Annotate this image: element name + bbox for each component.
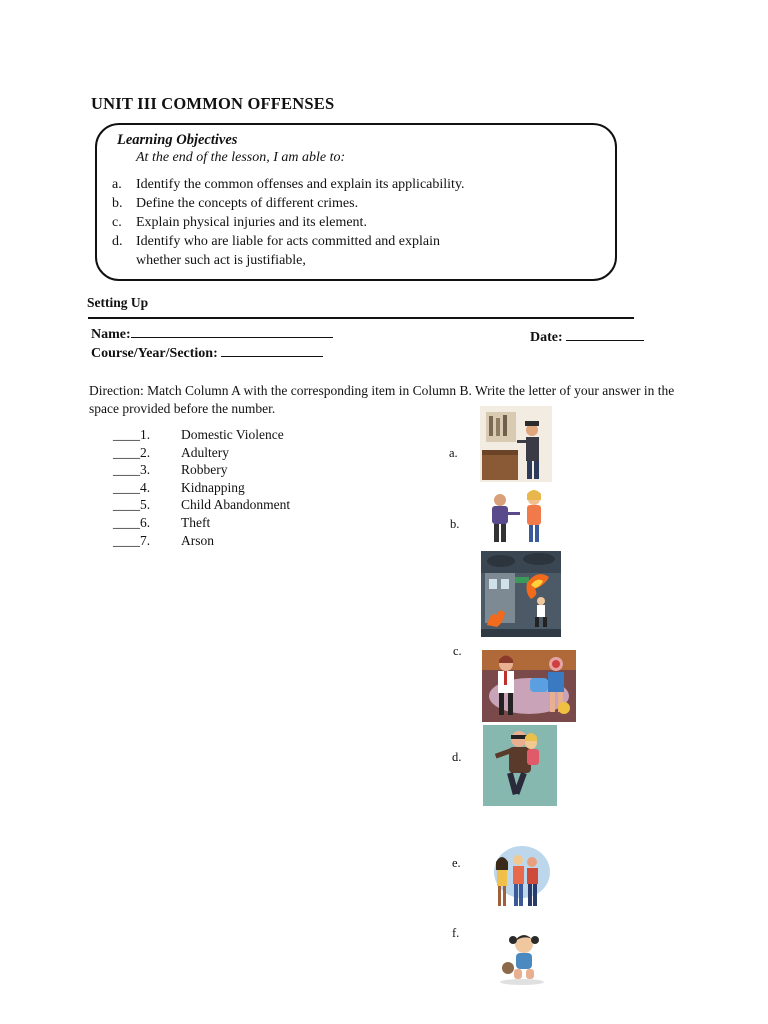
column-b-letter-b: b. [450, 517, 460, 531]
date-field-row [530, 328, 644, 346]
column-b-letter-d: d. [452, 750, 462, 764]
objective-letter: a. [112, 177, 122, 192]
column-a-list [113, 426, 290, 549]
name-field-row [91, 325, 333, 343]
theft-illustration [482, 488, 548, 546]
item-text: Arson [181, 532, 214, 548]
date-blank[interactable] [566, 328, 644, 341]
item-number[interactable]: ____4. [113, 479, 151, 495]
column-a-item [113, 444, 290, 462]
course-blank[interactable] [221, 344, 323, 357]
column-b-letter-a: a. [449, 446, 458, 460]
column-a-item [113, 426, 290, 444]
direction-text: Direction: Match Column A with the corresponding item in Column B. Write the letter of your answer in the space provided before the number. [89, 383, 675, 416]
item-number[interactable]: ____7. [113, 532, 151, 548]
domestic-violence-illustration [482, 650, 576, 722]
objective-item [112, 194, 556, 213]
course-label: Course/Year/Section: [91, 346, 218, 361]
objective-text: Identify who are liable for acts committed and explain whether such act is justifiable, [136, 234, 441, 268]
column-a-item [113, 496, 290, 514]
course-field-row [91, 344, 323, 362]
column-b-letter-e: e. [452, 856, 461, 870]
objectives-heading: Learning Objectives [117, 132, 238, 148]
objective-item [112, 175, 556, 194]
column-b-letter-c: c. [453, 644, 462, 658]
objective-text: Identify the common offenses and explain its applicability. [136, 177, 465, 192]
item-number[interactable]: ____6. [113, 514, 151, 530]
child-abandonment-illustration [496, 928, 548, 986]
item-number[interactable]: ____1. [113, 427, 151, 442]
item-text: Domestic Violence [181, 427, 284, 442]
column-a-item [113, 479, 290, 497]
objective-letter: b. [112, 196, 123, 211]
column-a-item [113, 514, 290, 532]
column-a-item [113, 461, 290, 479]
item-number[interactable]: ____2. [113, 444, 151, 460]
column-a-item [113, 532, 290, 550]
objective-text: Explain physical injuries and its element. [136, 215, 367, 230]
kidnapping-illustration [483, 725, 557, 806]
arson-illustration [481, 551, 561, 637]
item-number[interactable]: ____5. [113, 497, 151, 513]
objective-letter: d. [112, 234, 123, 249]
objective-item [112, 232, 556, 270]
objective-text: Define the concepts of different crimes. [136, 196, 359, 211]
column-b-letter-f: f. [452, 926, 460, 940]
objective-item [112, 213, 556, 232]
objective-letter: c. [112, 215, 122, 230]
item-text: Kidnapping [181, 479, 245, 495]
unit-title: UNIT III COMMON OFFENSES [91, 94, 335, 113]
date-label: Date: [530, 330, 563, 345]
name-blank[interactable] [131, 325, 333, 338]
objectives-intro: At the end of the lesson, I am able to: [136, 150, 346, 165]
adultery-illustration [488, 846, 550, 913]
name-label: Name: [91, 327, 131, 342]
objectives-list [112, 175, 556, 270]
item-number[interactable]: ____3. [113, 462, 151, 478]
item-text: Adultery [181, 444, 229, 460]
setting-up-heading: Setting Up [87, 295, 149, 310]
section-divider [88, 317, 634, 319]
shop-robbery-illustration [480, 406, 552, 482]
item-text: Robbery [181, 462, 228, 478]
item-text: Theft [181, 514, 211, 530]
item-text: Child Abandonment [181, 497, 291, 513]
